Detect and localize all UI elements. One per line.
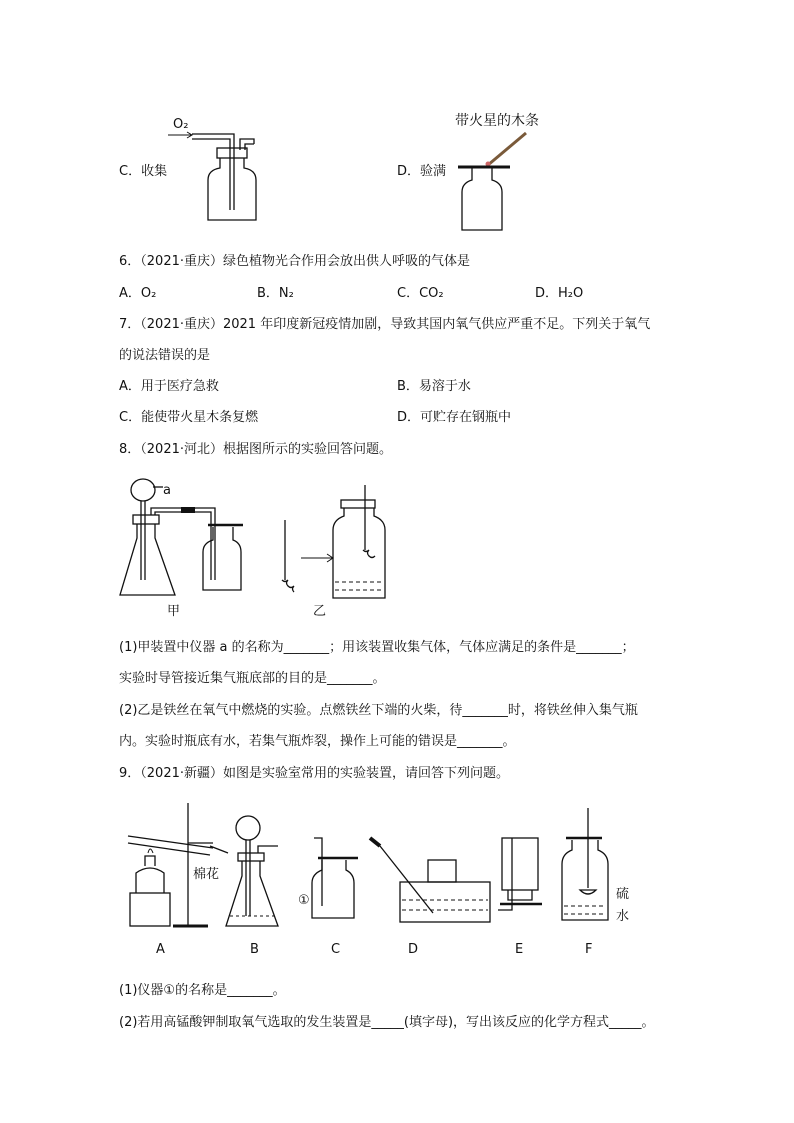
label-c: C — [331, 942, 341, 957]
gas-collection-bottle-figure — [160, 110, 270, 230]
label-d: D — [408, 942, 419, 957]
q9-part1: (1)仪器①的名称是_______。 — [119, 983, 286, 998]
q7-option-b: B．易溶于水 — [397, 379, 471, 394]
fig-caption-jia: 甲 — [167, 604, 181, 619]
instrument-a-label: a — [163, 483, 171, 498]
label-b: B — [250, 942, 259, 957]
q6-option-a: A．O₂ — [119, 286, 157, 301]
water-label: 水 — [616, 909, 630, 924]
option-d-label: D．验满 — [397, 164, 447, 179]
q7-option-a: A．用于医疗急救 — [119, 379, 219, 394]
q8-part2-line1: (2)乙是铁丝在氧气中燃烧的实验。点燃铁丝下端的火柴，待_______时，将铁丝伸入集气瓶 — [119, 703, 638, 718]
q6-stem: 6．（2021·重庆）绿色植物光合作用会放出供人呼吸的气体是 — [119, 254, 470, 269]
full-test-bottle-figure — [450, 130, 550, 235]
q9-part2: (2)若用高锰酸钾制取氧气选取的发生装置是_____(填字母)，写出该反应的化学方程式_____。 — [119, 1015, 655, 1030]
q6-option-d: D．H₂O — [535, 286, 584, 301]
label-f: F — [585, 942, 593, 957]
q6-option-c: C．CO₂ — [397, 286, 444, 301]
label-e: E — [515, 942, 524, 957]
q7-stem-line1: 7．（2021·重庆）2021 年印度新冠疫情加剧，导致其国内氧气供应严重不足。下列关于氧气 — [119, 317, 651, 332]
sulfur-label: 硫 — [616, 887, 630, 902]
q8-part1-line2: 实验时导管接近集气瓶底部的目的是_______。 — [119, 671, 386, 686]
instrument-1-label: ① — [298, 893, 310, 908]
q9-apparatus-figure — [118, 798, 648, 963]
q6-option-b: B．N₂ — [257, 286, 294, 301]
label-a: A — [156, 942, 165, 957]
q8-part2-line2: 内。实验时瓶底有水，若集气瓶炸裂，操作上可能的错误是_______。 — [119, 734, 516, 749]
q9-stem: 9．（2021·新疆）如图是实验室常用的实验装置，请回答下列问题。 — [119, 766, 509, 781]
fig-caption-yi: 乙 — [313, 604, 327, 619]
q8-part1-line1: (1)甲装置中仪器 a 的名称为_______；用该装置收集气体，气体应满足的条件是_______； — [119, 640, 635, 655]
q8-apparatus-figure — [115, 470, 405, 620]
gas-label: O₂ — [173, 117, 189, 132]
q7-option-d: D．可贮存在钢瓶中 — [397, 410, 512, 425]
q8-stem: 8．（2021·河北）根据图所示的实验回答问题。 — [119, 442, 392, 457]
option-c-label: C．收集 — [119, 164, 168, 179]
q7-option-c: C．能使带火星木条复燃 — [119, 410, 259, 425]
cotton-label: 棉花 — [193, 867, 220, 882]
q7-stem-line2: 的说法错误的是 — [119, 348, 211, 363]
splint-caption: 带火星的木条 — [455, 113, 539, 129]
